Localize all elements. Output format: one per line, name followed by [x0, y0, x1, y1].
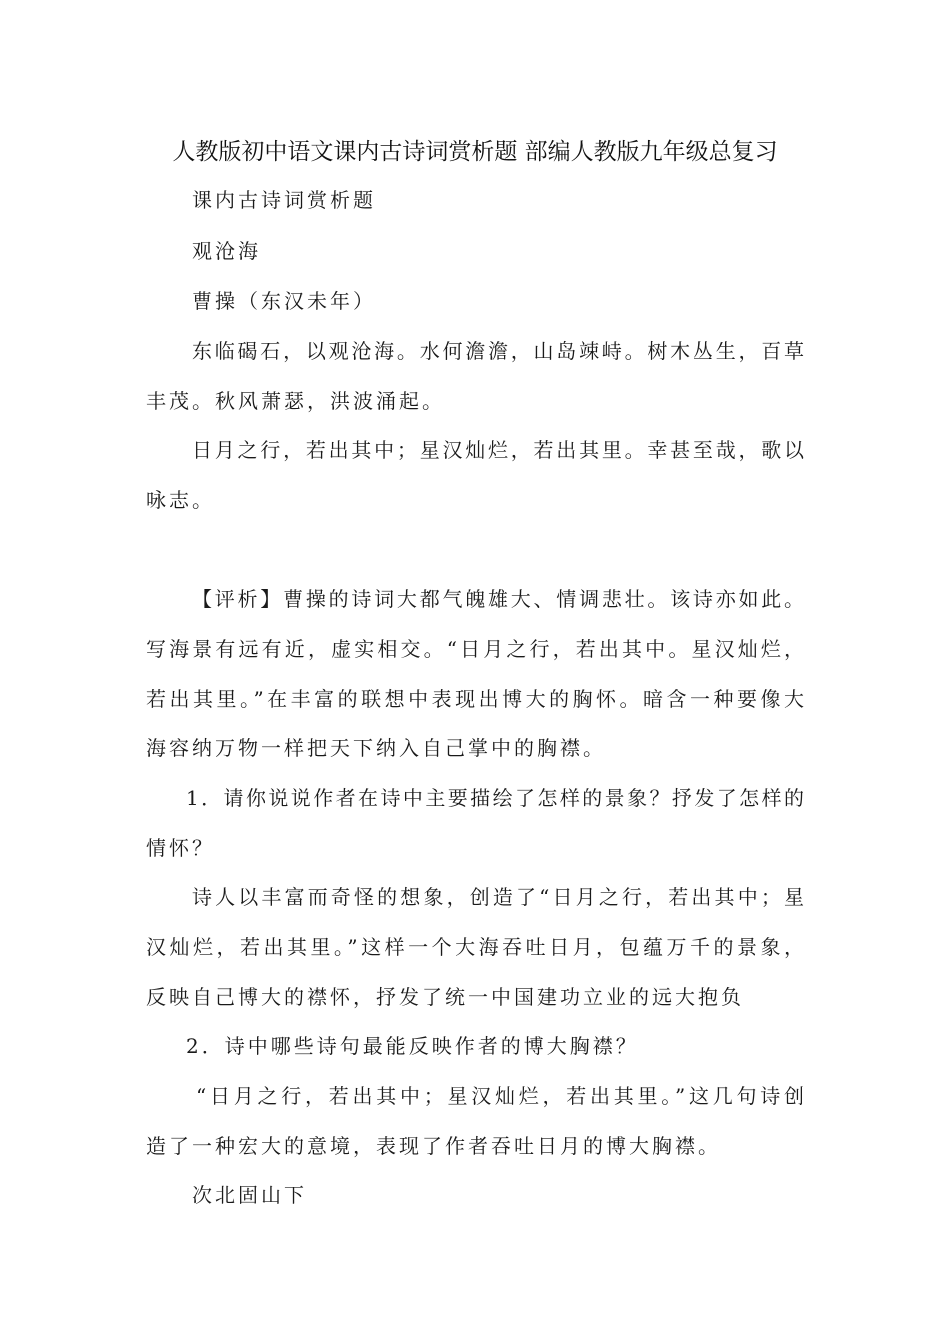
poem-line: 日月之行，若出其中；星汉灿烂，若出其里。幸甚至哉，歌以 [192, 438, 806, 462]
question-line: 2．诗中哪些诗句最能反映作者的博大胸襟？ [186, 1034, 639, 1058]
commentary-line: 海容纳万物一样把天下纳入自己掌中的胸襟。 [146, 736, 606, 760]
answer-line: 诗人以丰富而奇怪的想象，创造了“日月之行，若出其中；星 [192, 885, 806, 909]
commentary-line: 【评析】曹操的诗词大都气魄雄大、情调悲壮。该诗亦如此。 [192, 587, 806, 611]
poem-title: 观沧海 [192, 239, 261, 263]
poem-title: 次北固山下 [192, 1183, 307, 1207]
commentary-line: 若出其里。”在丰富的联想中表现出博大的胸怀。暗含一种要像大 [146, 687, 806, 711]
commentary-line: 写海景有远有近，虚实相交。“日月之行，若出其中。星汉灿烂， [146, 637, 806, 661]
document-title: 人教版初中语文课内古诗词赏析题 部编人教版九年级总复习 [172, 139, 778, 165]
answer-line: 汉灿烂，若出其里。”这样一个大海吞吐日月，包蕴万千的景象， [146, 935, 806, 959]
poem-line: 东临碣石，以观沧海。水何澹澹，山岛竦峙。树木丛生，百草 [192, 339, 806, 363]
section-heading: 课内古诗词赏析题 [192, 188, 376, 212]
poem-author: 曹操（东汉未年） [192, 289, 376, 313]
answer-line: “日月之行，若出其中；星汉灿烂，若出其里。”这几句诗创 [196, 1084, 806, 1108]
answer-line: 反映自己博大的襟怀，抒发了统一中国建功立业的远大抱负 [146, 985, 744, 1009]
poem-line: 丰茂。秋风萧瑟，洪波涌起。 [146, 389, 445, 413]
question-line: 1．请你说说作者在诗中主要描绘了怎样的景象？抒发了怎样的 [186, 786, 806, 810]
answer-line: 造了一种宏大的意境，表现了作者吞吐日月的博大胸襟。 [146, 1134, 721, 1158]
poem-line: 咏志。 [146, 488, 215, 512]
question-line: 情怀？ [146, 836, 215, 860]
